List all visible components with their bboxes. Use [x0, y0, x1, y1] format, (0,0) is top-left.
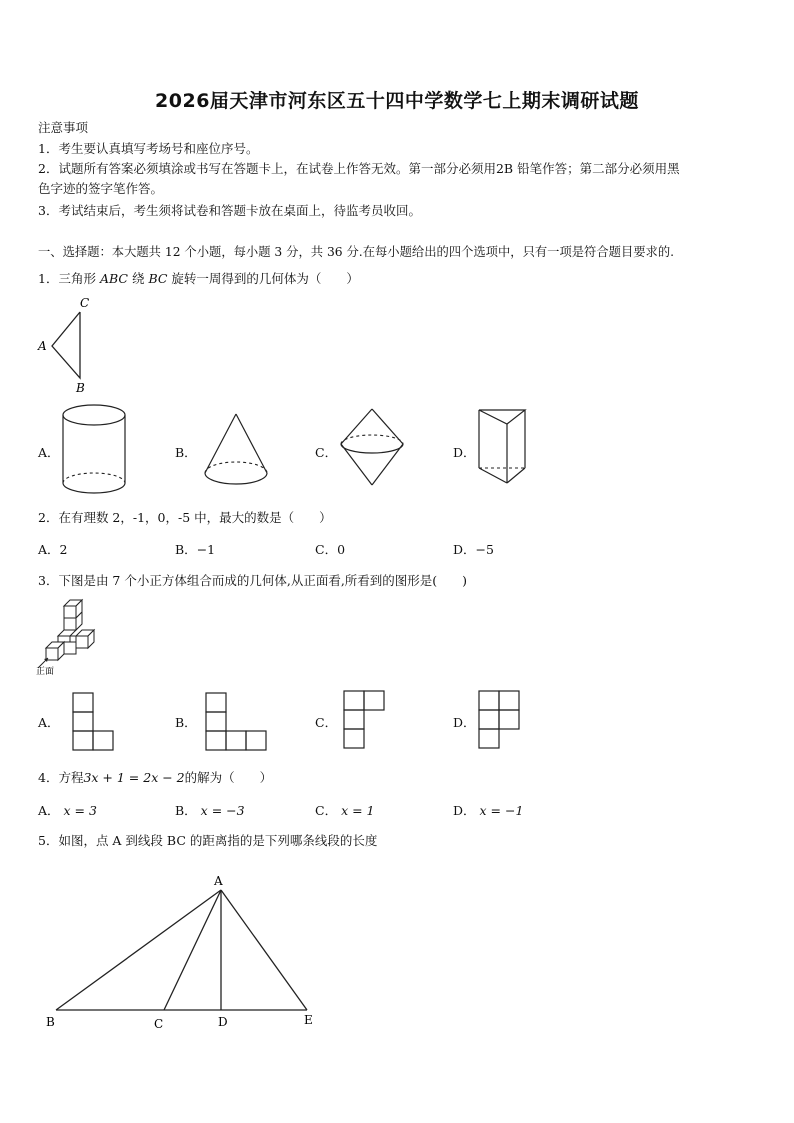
q2-option-b-label: B． — [175, 542, 197, 557]
q3-option-a-label[interactable]: A． — [38, 715, 60, 730]
q3-option-c-figure — [341, 688, 389, 750]
q1-option-c-label[interactable]: C． — [315, 445, 338, 460]
q2-option-c-label: C． — [315, 542, 338, 557]
q3-option-b-figure — [203, 690, 269, 752]
q3-option-d-label[interactable]: D． — [453, 715, 476, 730]
notice-heading: 注意事项 — [38, 120, 89, 135]
q1-label-a: A — [38, 339, 47, 353]
q1-bc: BC — [148, 271, 168, 286]
q2-option-d-value: −5 — [475, 542, 494, 557]
q1-label-b: B — [76, 381, 85, 395]
q1-option-a-label[interactable]: A． — [38, 445, 60, 460]
q4-option-b-label: B． — [175, 803, 197, 818]
notice-item-2: 2．试题所有答案必须填涂或书写在答题卡上，在试卷上作答无效。第一部分必须用2B 铅笔作答；第二部分必须用黑 — [38, 161, 680, 176]
q4-option-d-value: x = −1 — [479, 803, 524, 818]
prism-figure — [474, 406, 530, 488]
question-2-text: 2．在有理数 2，-1，0，-5 中，最大的数是（ ） — [38, 510, 332, 525]
q4-option-c-value: x = 1 — [341, 803, 375, 818]
q1-option-d-label[interactable]: D． — [453, 445, 476, 460]
q2-option-c-value: 0 — [337, 542, 346, 557]
notice-item-2-cont: 色字迹的签字笔作答。 — [38, 181, 164, 196]
q4-option-b-value: x = −3 — [200, 803, 245, 818]
q3-option-c-label[interactable]: C． — [315, 715, 338, 730]
q5-label-e: E — [304, 1013, 313, 1027]
q5-label-c: C — [154, 1017, 164, 1031]
cone-figure — [200, 410, 272, 492]
q3-option-a-figure — [70, 690, 118, 752]
q2-option-b-value: −1 — [196, 542, 216, 557]
q2-option-a-label: A． — [38, 542, 60, 557]
q1-triangle-figure — [34, 292, 104, 396]
q1-pre: 三角形 — [58, 271, 96, 286]
question-1-text — [38, 270, 359, 288]
q5-label-a: A — [214, 874, 223, 888]
q1-mid: 绕 — [131, 271, 145, 286]
q1-num: 1． — [38, 271, 59, 286]
q1-post: 旋转一周得到的几何体为（ ） — [171, 271, 359, 286]
q2-option-c[interactable] — [315, 540, 345, 558]
q1-label-c: C — [80, 296, 90, 310]
page-title: 2026届天津市河东区五十四中学数学七上期末调研试题 — [155, 90, 639, 112]
notice-item-3: 3．考试结束后，考生须将试卷和答题卡放在桌面上，待监考员收回。 — [38, 203, 421, 218]
double-cone-figure — [336, 406, 408, 490]
q4-option-a-label: A． — [38, 803, 60, 818]
q3-cubes-figure — [34, 596, 104, 676]
q4-post: 的解为（ ） — [184, 770, 273, 785]
cylinder-figure — [58, 400, 132, 498]
q4-option-a[interactable] — [38, 801, 97, 819]
q1-option-b-label[interactable]: B． — [175, 445, 197, 460]
q5-label-d: D — [218, 1015, 228, 1029]
q2-option-d[interactable] — [453, 540, 494, 558]
q4-option-b[interactable] — [175, 801, 245, 819]
q5-label-b: B — [46, 1015, 55, 1029]
q4-option-c[interactable] — [315, 801, 375, 819]
section-heading: 一、选择题：本大题共 12 个小题，每小题 3 分，共 36 分.在每小题给出的四个选项中，只有一项是符合题目要求的. — [38, 245, 675, 259]
q5-triangle-figure — [40, 870, 340, 1035]
q4-option-d[interactable] — [453, 801, 523, 819]
question-4-text — [38, 769, 272, 787]
q4-pre: 4．方程 — [38, 770, 84, 785]
q3-option-b-label[interactable]: B． — [175, 715, 197, 730]
q4-equation: 3x + 1 = 2x − 2 — [83, 770, 185, 785]
question-3-text: 3．下图是由 7 个小正方体组合而成的几何体,从正面看,所看到的图形是( ) — [38, 573, 468, 588]
q3-front-label: 正面 — [36, 667, 55, 676]
notice-item-1: 1．考生要认真填写考场号和座位序号。 — [38, 141, 259, 156]
q2-option-b[interactable] — [175, 540, 215, 558]
q4-option-d-label: D． — [453, 803, 476, 818]
q2-option-a[interactable] — [38, 540, 67, 558]
q4-option-a-value: x = 3 — [63, 803, 97, 818]
q3-option-d-figure — [476, 688, 524, 750]
q2-option-d-label: D． — [453, 542, 476, 557]
q1-abc: ABC — [99, 271, 128, 286]
q2-option-a-value: 2 — [59, 542, 68, 557]
question-5-text: 5．如图，点 A 到线段 BC 的距离指的是下列哪条线段的长度 — [38, 833, 378, 848]
q4-option-c-label: C． — [315, 803, 338, 818]
